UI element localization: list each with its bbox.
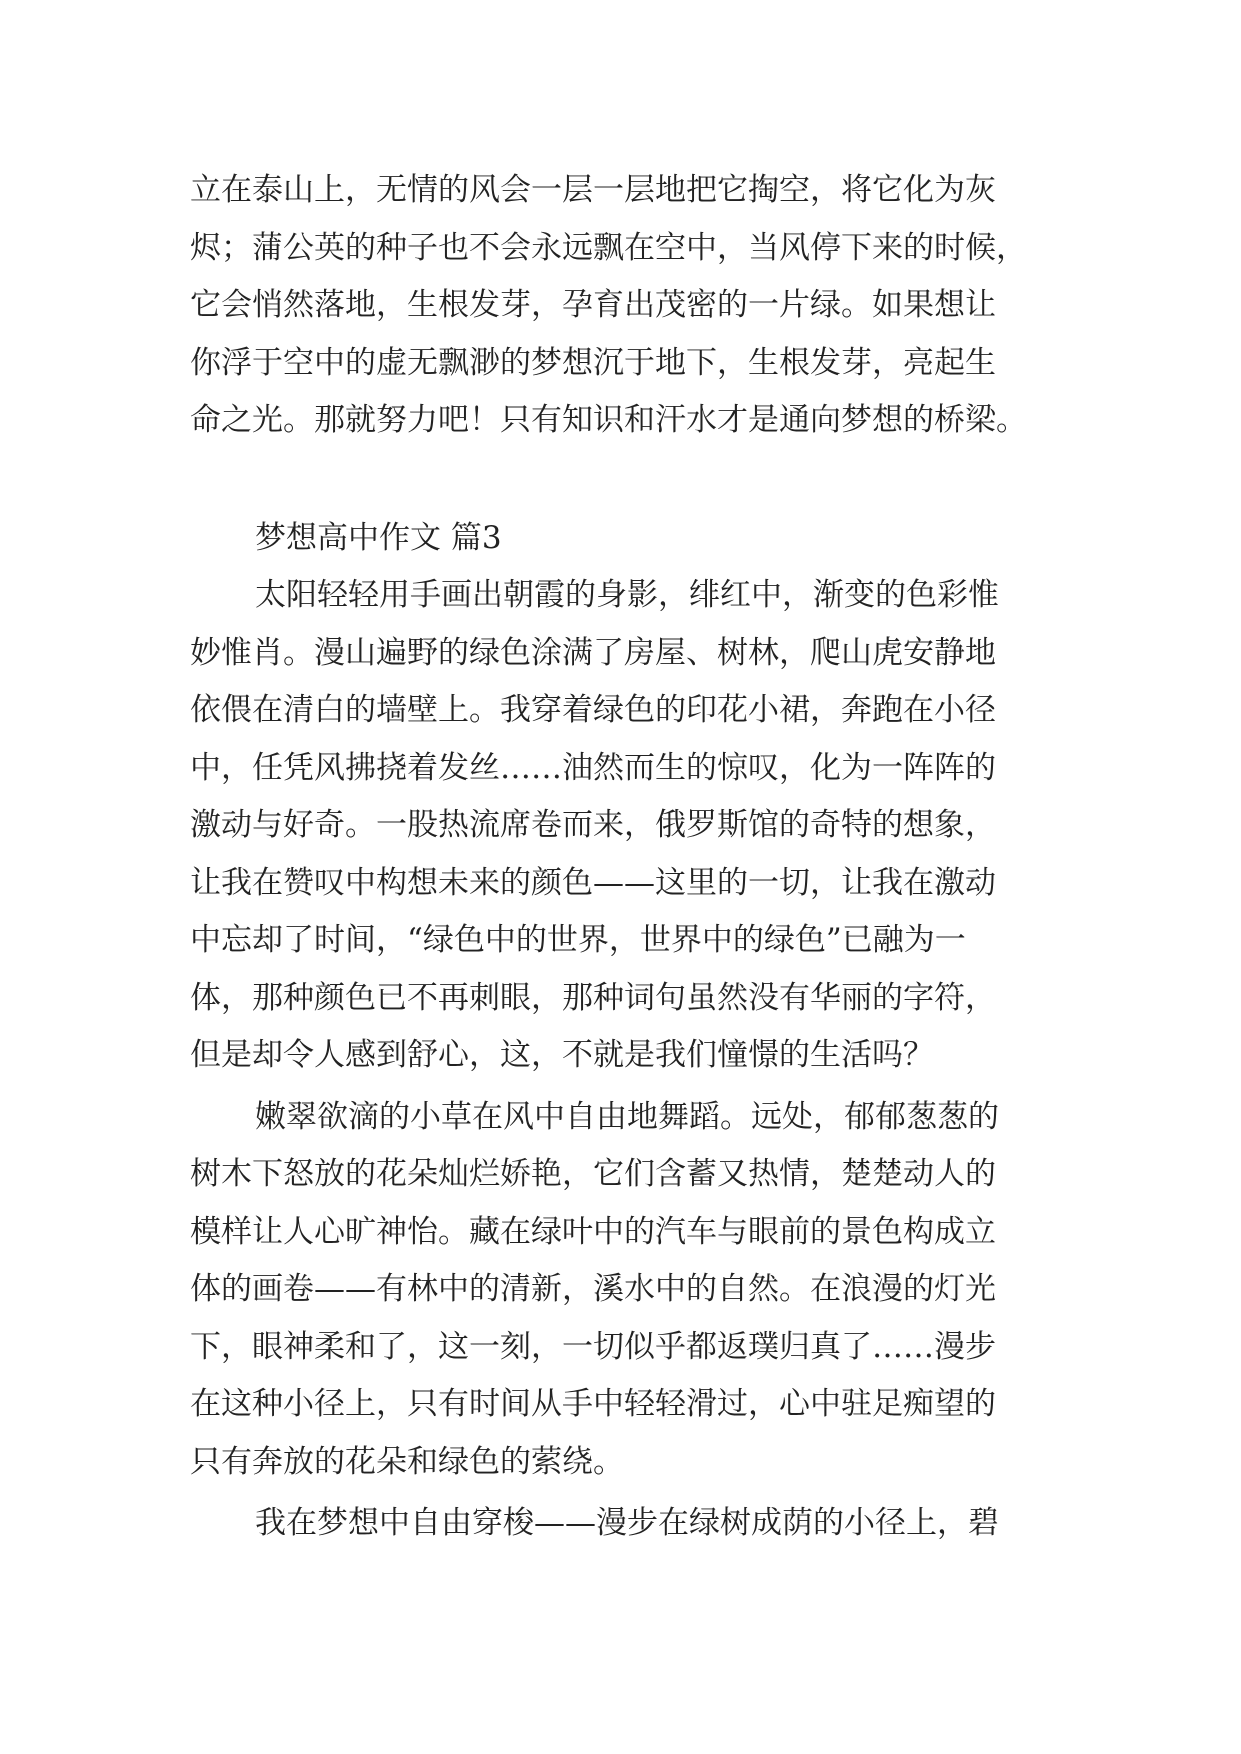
text-line: 中忘却了时间，“绿色中的世界，世界中的绿色”已融为一 — [190, 922, 966, 958]
paragraph-2 — [190, 1089, 1060, 1492]
text-line: 激动与好奇。一股热流席卷而来，俄罗斯馆的奇特的想象， — [190, 807, 996, 843]
text-line: 树木下怒放的花朵灿烂娇艳，它们含蓄又热情，楚楚动人的 — [190, 1156, 996, 1192]
text-line: 在这种小径上，只有时间从手中轻轻滑过，心中驻足痴望的 — [190, 1386, 996, 1422]
section-heading-block — [190, 510, 1060, 568]
text-line: 妙惟肖。漫山遍野的绿色涂满了房屋、树林，爬山虎安静地 — [190, 634, 996, 671]
paragraph-3 — [190, 1495, 1060, 1553]
text-line: 烬；蒲公英的种子也不会永远飘在空中，当风停下来的时候， — [190, 229, 1027, 266]
text-line: 让我在赞叹中构想未来的颜色——这里的一切，让我在激动 — [190, 864, 996, 901]
section-heading: 梦想高中作文 篇3 — [255, 520, 502, 556]
text-line: 依偎在清白的墙壁上。我穿着绿色的印花小裙，奔跑在小径 — [190, 692, 996, 728]
text-line: 立在泰山上，无情的风会一层一层地把它掏空，将它化为灰 — [190, 172, 996, 208]
text-line: 下，眼神柔和了，这一刻，一切似乎都返璞归真了……漫步 — [190, 1328, 996, 1365]
text-line: 命之光。那就努力吧！只有知识和汗水才是通向梦想的桥梁。 — [190, 402, 1027, 438]
text-line: 只有奔放的花朵和绿色的萦绕。 — [190, 1443, 624, 1480]
text-line: 太阳轻轻用手画出朝霞的身影，绯红中，渐变的色彩惟 — [255, 577, 999, 613]
text-line: 体，那种颜色已不再刺眼，那种词句虽然没有华丽的字符， — [190, 979, 996, 1016]
text-line: 你浮于空中的虚无飘渺的梦想沉于地下，生根发芽，亮起生 — [190, 344, 996, 381]
text-line: 但是却令人感到舒心，这，不就是我们憧憬的生活吗？ — [190, 1037, 934, 1073]
text-line: 中，任凭风拂挠着发丝……油然而生的惊叹，化为一阵阵的 — [190, 749, 996, 786]
article-body — [190, 567, 1060, 1553]
text-line: 它会悄然落地，生根发芽，孕育出茂密的一片绿。如果想让 — [190, 287, 996, 323]
intro-paragraph — [190, 162, 1060, 450]
text-line: 模样让人心旷神怡。藏在绿叶中的汽车与眼前的景色构成立 — [190, 1213, 996, 1250]
text-line: 我在梦想中自由穿梭——漫步在绿树成荫的小径上，碧 — [255, 1505, 999, 1541]
text-line: 嫩翠欲滴的小草在风中自由地舞蹈。远处，郁郁葱葱的 — [255, 1098, 999, 1135]
paragraph-1 — [190, 567, 1060, 1085]
text-line: 体的画卷——有林中的清新，溪水中的自然。在浪漫的灯光 — [190, 1271, 996, 1307]
